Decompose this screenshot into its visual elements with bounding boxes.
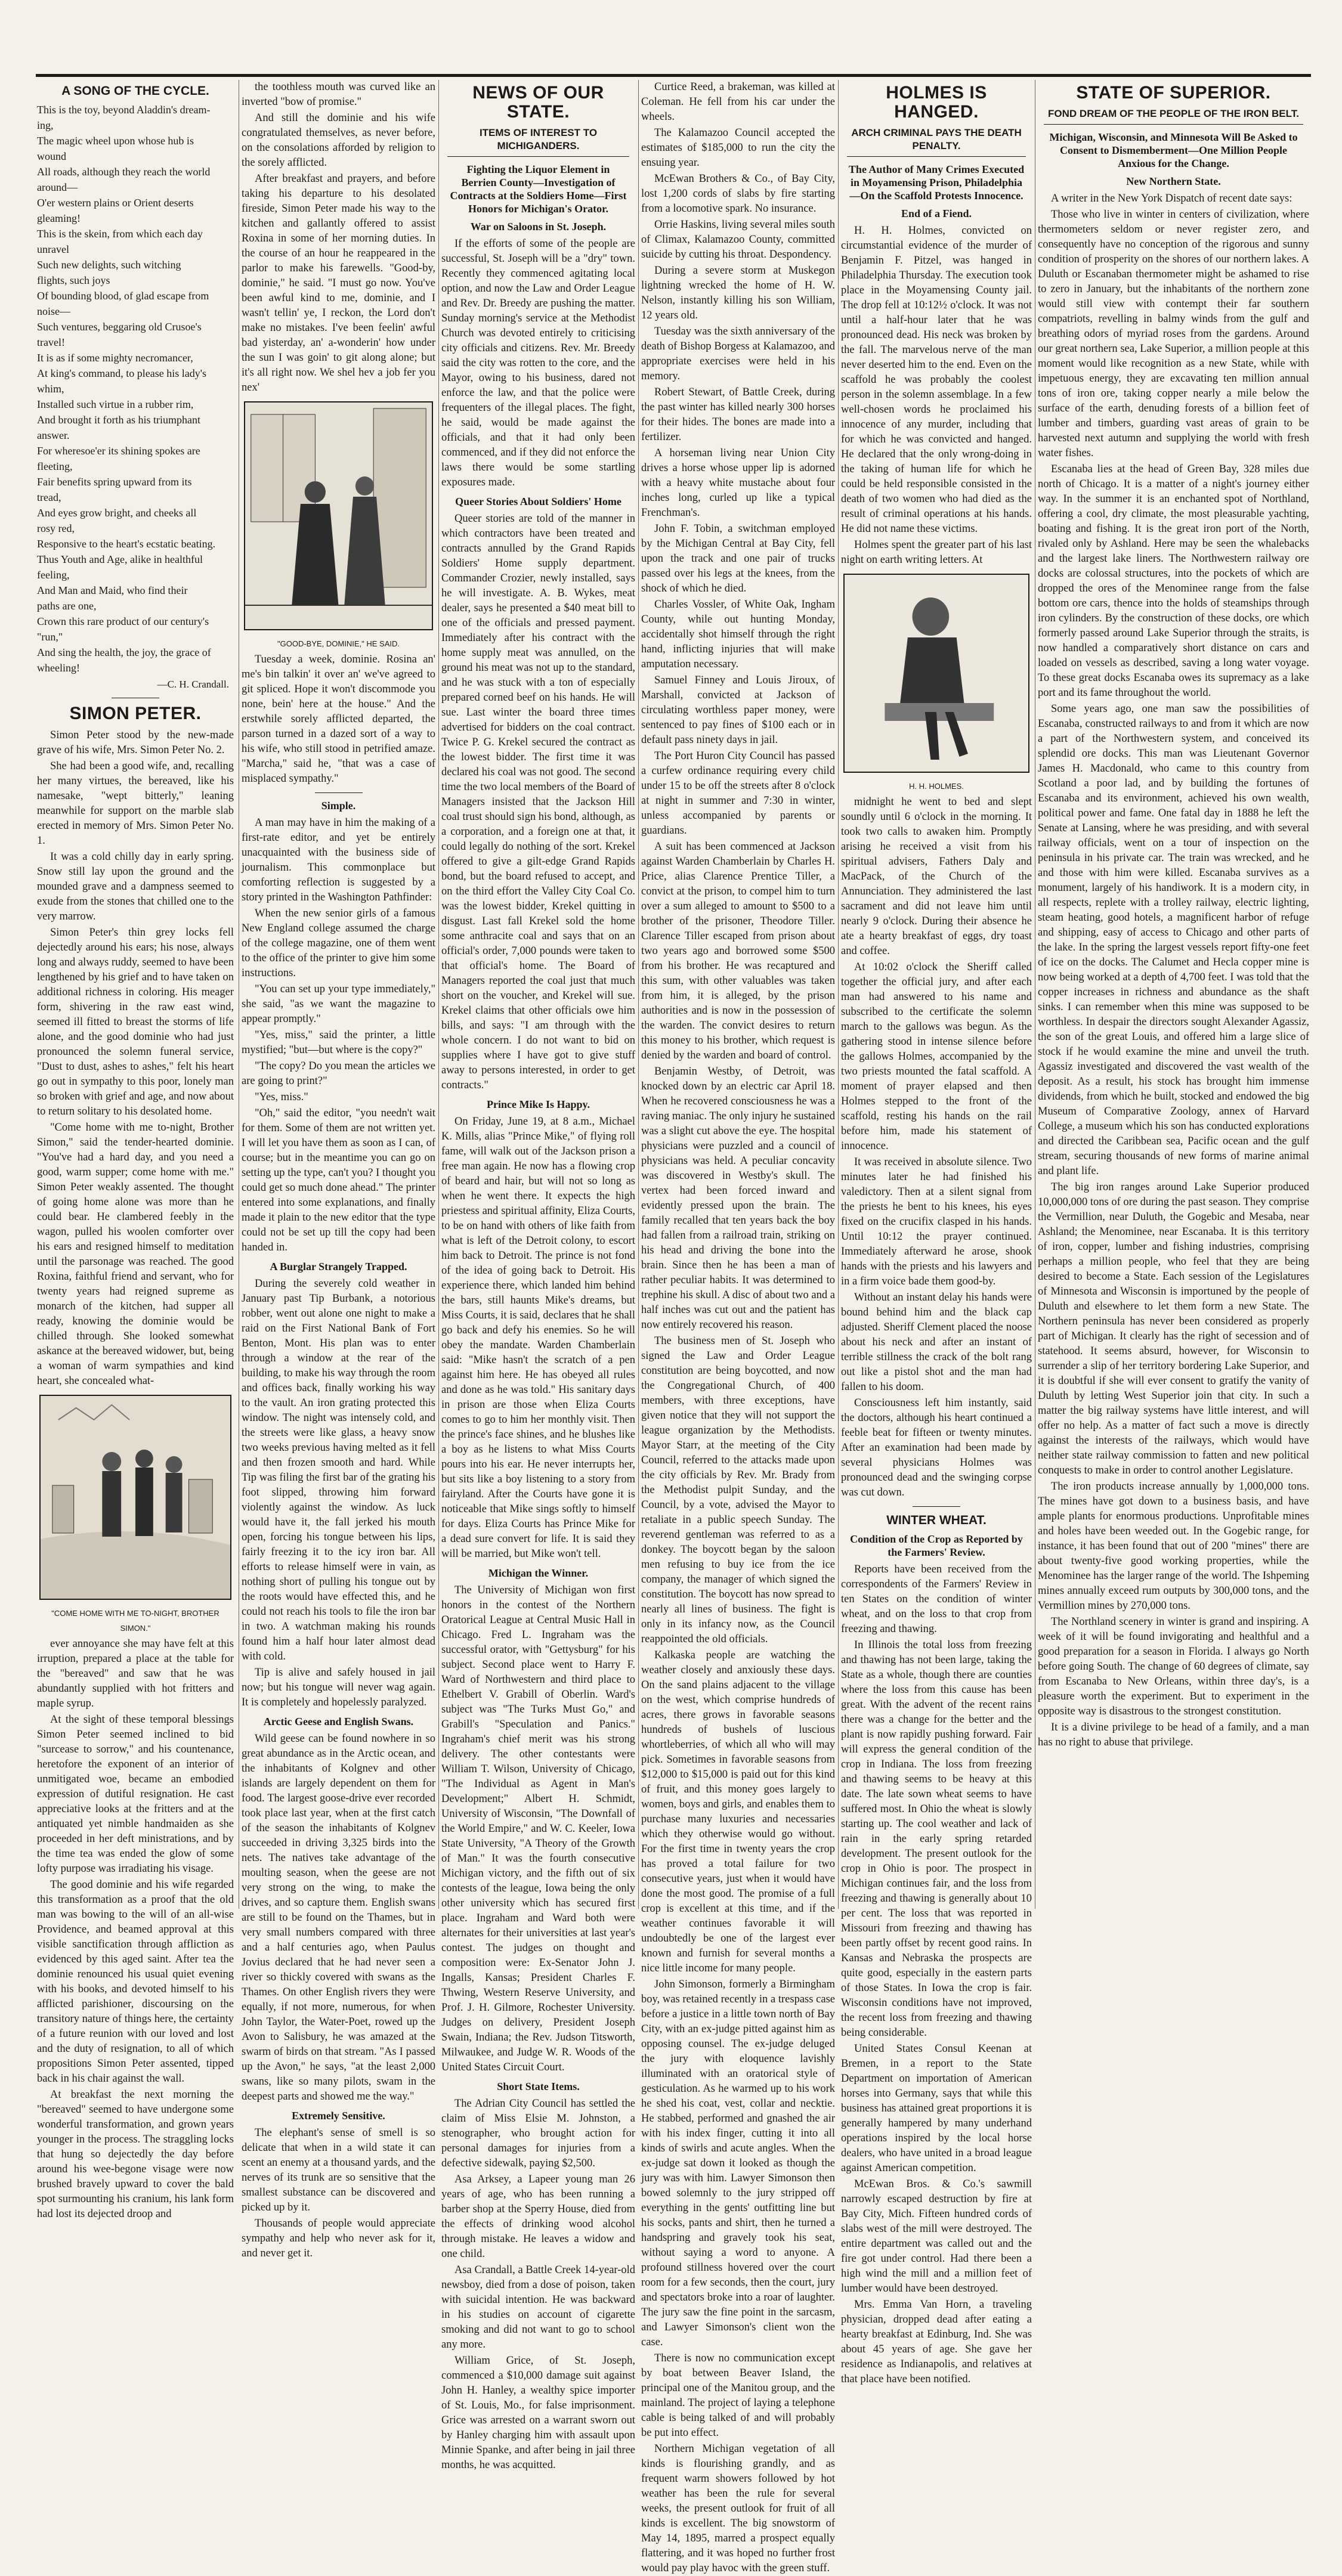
illustration-caption: "COME HOME WITH ME TO-NIGHT, BROTHER SIMON.": [51, 1609, 219, 1633]
paragraph: It was received in absolute silence. Two minutes later he had finished his valedictory. Then at a silent signal from the priests he bent to his knees, his eyes fixed on the crucifix clasped in his hands. Until 10:12 the prayer continued. Immediately afterward he arose, shook hands with the priests and his lawyers and in a firm voice bade them good-by.: [841, 1156, 1032, 1287]
poem-line: rosy red,: [37, 522, 75, 534]
paragraph: On Friday, June 19, at 8 a.m., Michael K. Mills, alias "Prince Mike," of flying roll fame, will walk out of the Jackson prison a free man again. He now has a flowing crop of beard and hair, but will not so long as when he went there. It expects the high priestess and spiritual affinity, Eliza Courts, to be on hand with others of like faith from what is left of the Detroit colony, to escort him back to Detroit. The prince is not fond of the idea of going back to Detroit. His experience there, which landed him behind the bars, still haunts Mike's dreams, but Miss Courts, it is said, declares that he shall go back and defy his enemies. So he will obey the mandate. Warden Chamberlain said: "Mike hasn't the scratch of a pen against him here. He has obeyed all rules and done as he was told." His sanitary days in prison are those when Eliza Courts comes to go to him her monthly visit. Then the prince's face shines, and he blushes like a boy as he listens to what Miss Courts pours into his ear. He never interrupts her, but sits like a boy listening to a story from fairyland. After the Courts have gone it is noticeable that Mike sings softly to himself for days. Eliza Courts has Prince Mike for a dead sure convert for life. It is said they will be married, but Mike won't tell.: [441, 1116, 635, 1560]
section-summary: Michigan, Wisconsin, and Minnesota Will Be Asked to Consent to Dismemberment—One Million People Anxious for the Change.: [1049, 131, 1298, 169]
poem-line: And brought it forth as his triumphant: [37, 414, 200, 426]
paragraph: The big iron ranges around Lake Superior produced 10,000,000 tons of ore during the past season. They comprise the Vermillion, near Duluth, the Gogebic and Mesaba, near Ashland; the Menominee, near Escanaba. It is this territory of iron, copper, lumber and fishing industries, comprising perhaps a million people, who feel that they are being desired to become a State. Each session of the Legislatures of Minnesota and Wisconsin is importuned by the people of Duluth and elsewhere to let them form a new State. The Northern peninsula has never been considered as properly part of Michigan. It clearly has the right of secession and of statehood. It seems absurd, however, for Wisconsin to surrender a slip of her territory bordering Lake Superior, and it is doubtful if she will ever consent to gratify the vanity of Duluth by letting West Superior join that city. In such a matter the big railway systems have little interest, and will offer no help. As a matter of fact such a move is directly against the interests of the railways, which would have neither state railway commission to fatten and new political conquests to make in order to control another Legislature.: [1038, 1181, 1309, 1476]
column-divider: [438, 80, 439, 1909]
paragraph: During the severely cold weather in January past Tip Burbank, a notorious robber, went out alone one night to make a raid on the First National Bank of Fort Benton, Mont. His plan was to enter through a window at the rear of the building, to make his way through the room and offices back, finally working his way to the vault. An iron grating protected this window. The night was intensely cold, and the streets were like glass, a heavy snow two weeks previous having melted as it fell and then frozen smooth and hard. While Tip was filing the first bar of the grating his foot slipped, throwing him forward violently against the window. As luck would have it, the fall jerked his mouth open, forcing his tongue between his lips, fairly freezing it to the icy iron bar. All efforts to release himself were in vain, as nothing short of pulling his tongue out by the roots would have effected this, and he could not reach his tools to file the iron bar in two. A watchman making his rounds found him a half hour later almost dead with cold.: [242, 1278, 435, 1662]
poem-line: Crown this rare product of our century's: [37, 615, 209, 627]
poem-line: And eyes grow bright, and cheeks all: [37, 507, 197, 519]
poem-line: For wheresoe'er its shining spokes are: [37, 445, 200, 457]
poem-line: Responsive to the heart's ecstatic beating.: [37, 538, 216, 550]
paragraph: "You can set up your type immediately," she said, "as we want the magazine to appear promptly.": [242, 983, 435, 1025]
article-holmes: [841, 224, 1032, 568]
paragraph: Robert Stewart, of Battle Creek, during the past winter has killed nearly 300 horses for their hides. The bones are made into a fertilizer.: [641, 386, 835, 443]
poem-line: O'er western plains or Orient deserts: [37, 197, 194, 209]
paragraph: H. H. Holmes, convicted on circumstantial evidence of the murder of Benjamin F. Pitzel, was hanged in Philadelphia Thursday. The execution took place in the Moyamensing County jail. The drop fell at 10:12½ o'clock. It was not until a half-hour later that he was pronounced dead. His neck was broken by the fall. The marvelous nerve of the man never deserted him to the end. Even on the scaffold he was probably the coolest person in the solemn assemblage. In a few well-chosen words he proclaimed his innocence of any murder, including that for which he was convicted and hanged. He declared that the only wrong-doing in the taking of human life for which he could be held responsible consisted in the death of two women who had died as the result of criminal operations at his hands. He did not name these victims.: [841, 225, 1032, 535]
paragraph: The Northland scenery in winter is grand and inspiring. A week of it will be found invigorating and healthful and a good preparation for a season in Florida. I always go North before going South. The change of 60 degrees of climate, say from Escanaba to New Orleans, within three day's, is a pleasure worth the experiment. But to experiment in the opposite way is disastrous to the strongest constitution.: [1038, 1616, 1309, 1717]
column-divider: [638, 80, 639, 1909]
article-burglar: [242, 1277, 435, 1710]
section-deck: ARCH CRIMINAL PAYS THE DEATH PENALTY.: [847, 126, 1026, 157]
paragraph: The Kalamazoo Council accepted the estimates of $185,000 to run the city the ensuing year.: [641, 127, 835, 169]
article-holmes-continued: [841, 795, 1032, 1500]
paragraph: Queer stories are told of the manner in which contractors have been treated and contracts annulled by the Grand Rapids Soldiers' Home supply department. Commander Crozier, newly installed, says he will investigate. A. B. Wykes, meat dealer, says he presented a $40 meat bill to one of the officials and pressed payment. Immediately after his contract with the home supply meat was annulled, on the ground his meat was not up to the standard, and he was stuck with a ton of especially prepared corned beef on his hands. He will sue. Last winter the board three times advertised for bidders on the coal contract. Twice P. G. Krekel secured the contract as the lowest bidder. The first time it was declared his coal was not good. The second time the two local members of the Board of Managers insisted that the Jackson Hill coal trust should sign his bond, although, as a corporation, and a foreign one at that, it could legally do nothing of the sort. Krekel offered to give a gilt-edge Grand Rapids bond, but the board refused to accept, and on the third effort the Valley City Coal Co. was the lowest bidder, Krekel quitting in disgust. Last fall Krekel sold the home some anthracite coal and says that on an official's order, 7,000 pounds were taken to that official's home. The Board of Managers reported the coal just that much short on the voucher, and Krekel will sue. Krekel claims that other officials owe him bills, and says: "I am through with the whole concern. I do not want to bid on supplies where I have got to give stuff away to persons interested, in order to get contracts.": [441, 513, 635, 1091]
paragraph: Tuesday was the sixth anniversary of the death of Bishop Borgess at Kalamazoo, and appropriate exercises were held in his memory.: [641, 326, 835, 382]
poem-line: answer.: [37, 429, 70, 441]
paragraph: A suit has been commenced at Jackson against Warden Chamberlain by Charles H. Price, alias Clarence Prentice Tiller, a convict at the prison, to compel him to turn over a sum alleged to amount to $500 to a brother of the prisoner, Theodore Tiller. Clarence Tiller escaped from prison about two years ago and borrowed some $500 from his brother. He was recaptured and this sum, with other valuables was taken from him, it is alleged, by the prison authorities and is now in the possession of the warden. The convict desires to return this money to his brother, which request is denied by the warden and board of control.: [641, 841, 835, 1061]
poem-line: Thus Youth and Age, alike in healthful: [37, 553, 203, 565]
paragraph: Asa Crandall, a Battle Creek 14-year-old newsboy, died from a dose of poison, taken with suicidal intention. He was backward in his studies on account of cigarette smoking and did not want to go to school any more.: [441, 2264, 635, 2351]
paragraph: The Port Huron City Council has passed a curfew ordinance requiring every child under 15 to be off the streets after 8 o'clock at night in summer and 7:30 in winter, unless accompanied by parents or guardians.: [641, 750, 835, 837]
poem-line: Such ventures, beggaring old Crusoe's: [37, 321, 202, 333]
paragraph: Escanaba lies at the head of Green Bay, 328 miles due north of Chicago. It is a matter of a night's journey either way. In the summer it is an enchanted spot of Northland, offering a cool, dry climate, the most pleasurable yachting, boating and fishing. It is the great iron port of the North, rivaled only by Ashland. Here may be seen the whalebacks and the largest lake liners. The Northwestern railway ore docks are colossal structures, into the pockets of which are dropped the ores of the Menominee range from the false bottom ore cars, thence into the holds of steamships through iron cylinders. By the construction of these docks, ore which formerly passed around Lake Superior through the straits, is now handled a comparatively short distance on cars and loaded on vessels as described, saving a long water voyage. To these great docks Escanaba owes its supremacy as a lake port and its fame throughout the world.: [1038, 463, 1309, 699]
paragraph: "Oh," said the editor, "you needn't wait for them. Some of them are not written yet. I will let you have them as soon as I can, of course; but in the meantime you can go on setting up the type, can't you? I thought you could get so much done ahead." The printer entered into some explanations, and finally made it plain to the new editor that the type could not be set up till the copy had been handed in.: [242, 1107, 435, 1253]
paragraph: ever annoyance she may have felt at this irruption, prepared a place at the table for the "bereaved" and saw that he was abundantly supplied with hot fritters and maple syrup.: [37, 1638, 234, 1710]
paragraph: There is now no communication except by boat between Beaver Island, the principal one of the Manitou group, and the mainland. The project of laying a telephone cable is being talked of and will probably be put into effect.: [641, 2352, 835, 2439]
heading-winner: Michigan the Winner.: [488, 1567, 589, 1579]
poem-line: Fair benefits spring upward from its: [37, 476, 192, 488]
paragraph: The good dominie and his wife regarded this transformation as a proof that the old man was bowing to the will of an all-wise Providence, and beamed approval at this visible sanctification through affliction as evidenced by this aged saint. After tea the dominie renounced his usual quiet evening with his books, and devoted himself to his afflicted parishioner, discoursing on the transitory nature of things here, the certainty of a future reunion with our loved and lost and the duty of resignation, to all of which propositions Simon Peter assented, tipped back in his chair against the wall.: [37, 1879, 234, 2085]
poem-line: Installed such virtue in a rubber rim,: [37, 398, 194, 410]
paragraph: The iron products increase annually by 1,000,000 tons. The mines have got down to a business basis, and have ample plants for enormous productions. Unprofitable mines and holes have been weeded out. In the Gogebic range, for instance, it has been found that out of 200 "mines" there are about twenty-five good working properties, while the Menominee has the larger range of the world. The Ishpeming mines annually exceed rum outputs by 300,000 tons, and the Vermillion mines by 270,000 tons.: [1038, 1481, 1309, 1612]
column-6: [1038, 80, 1309, 1909]
paragraph: Consciousness left him instantly, said the doctors, although his heart continued a feeble beat for fifteen or twenty minutes. After an examination had been made by several physicians Holmes was pronounced dead and the swinging corpse was cut down.: [841, 1397, 1032, 1498]
paragraph: Those who live in winter in centers of civilization, where thermometers seldom or never register zero, and consequently have no conception of the rigorous and sunny condition of prosperity on the shores of our northern lakes. A Duluth or Escanaban thermometer might be ashamed to rise to zero in January, but the inhabitants of the northern zone would still view with contempt their far southern compatriots, revelling in balmy winds from the gulf and breathing odors of myriad roses from the gardens. Around our great northern sea, Lake Superior, a million people at this moment would like recognition as a new State, while with impetuous energy, they are excavating ten million annual tons of iron ore, taking copper nearly a mile below the surface of the earth, denuding forests of a billion feet of lumber and timbers, guarding vast areas of grain to be harvested next autumn and supplying the world with fresh water fishes.: [1038, 209, 1309, 459]
paragraph: Simon Peter's thin grey locks fell dejectedly around his ears; his nose, always long and always ruddy, seemed to have been lengthened by his grief and to have taken on additional richness in coloring. His meager form, shivering in the raw east wind, seemed ill fitted to breast the storms of life alone, and the good dominie who had just pronounced the solemn funeral service, "Dust to dust, ashes to ashes," felt his heart go out in sympathy to this poor, lonely man so broken with grief and age, and now about to return solitary to his desolated home.: [37, 927, 234, 1117]
paragraph: At breakfast the next morning the "bereaved" seemed to have undergone some wonderful transformation, and grown years younger in the process. The straggling locks that hung so dejectedly the day before around his wee-begone visage were now brushed bravely upward to cover the bald spot surmounting his cranium, his lank form had lost its dejected droop and: [37, 2089, 234, 2220]
story-conclusion: [242, 652, 435, 787]
heading-wheat: WINTER WHEAT.: [886, 1513, 987, 1527]
poem-line: The magic wheel upon whose hub is: [37, 135, 194, 147]
paragraph: Thousands of people would appreciate sympathy and help who never ask for it, and never get it.: [242, 2218, 435, 2259]
paragraph: Without an instant delay his hands were bound behind him and the black cap adjusted. Sheriff Clement placed the noose about his neck and after an instant of terrible stillness the crack of the bolt rang out like a pistol shot and the man had fallen to his doom.: [841, 1292, 1032, 1393]
column-1: [37, 80, 234, 2220]
paragraph: midnight he went to bed and slept soundly until 6 o'clock in the morning. It took two calls to awaken him. Promptly arising he received a visit from his spiritual advisers, Fathers Daly and MacPack, of the Church of the Annunciation. They administered the last sacrament and did not leave him until nearly 9 o'clock. During their absence he ate a hearty breakfast of eggs, dry toast and coffee.: [841, 796, 1032, 957]
article-superior: [1038, 191, 1309, 1750]
poem-line: noise—: [37, 305, 70, 317]
column-divider: [838, 80, 839, 1909]
separator: [315, 792, 363, 793]
story-continued: [242, 80, 435, 395]
paragraph: Mrs. Emma Van Horn, a traveling physician, dropped dead after eating a hearty breakfast at Edinburg, Ind. She was about 45 years of age. She gave her residence as Indianapolis, and relatives at that place have been notified.: [841, 2299, 1032, 2385]
paragraph: "The copy? Do you mean the articles we are going to print?": [242, 1060, 435, 1087]
poem-line: wound: [37, 150, 66, 162]
article-winner: [441, 1583, 635, 2075]
story-title: SIMON PETER.: [69, 704, 202, 723]
article-saloons: [441, 237, 635, 490]
paragraph: William Grice, of St. Joseph, commenced a $10,000 damage suit against John H. Hanley, a wealthy spice importer of St. Louis, Mo., for false imprisonment. Grice was arrested on a warrant sworn out by Hanley charging him with assault upon Minnie Spanke, and after being in jail three months, he was acquitted.: [441, 2355, 635, 2471]
poem: [37, 103, 234, 674]
article-sensitive: [242, 2126, 435, 2261]
section-title: NEWS OF OUR STATE.: [472, 83, 604, 122]
poem-line: All roads, although they reach the world: [37, 166, 211, 178]
poem-line: feeling,: [37, 569, 70, 581]
poem-line: At king's command, to please his lady's: [37, 367, 206, 379]
section-deck: FOND DREAM OF THE PEOPLE OF THE IRON BELT.: [1044, 107, 1303, 125]
heading-fiend: End of a Fiend.: [901, 208, 972, 219]
poem-line: gleaming!: [37, 212, 81, 224]
article-simple: [242, 816, 435, 1255]
paragraph: Tip is alive and safely housed in jail now; but his tongue will never wag again. It is completely and hopelessly paralyzed.: [242, 1667, 435, 1708]
paragraph: Asa Arksey, a Lapeer young man 26 years of age, who has been running a barber shop at the Sperry House, died from the effects of drinking wood alcohol through mistake. He leaves a widow and one child.: [441, 2174, 635, 2260]
heading-mike: Prince Mike Is Happy.: [486, 1098, 590, 1110]
poem-line: fleeting,: [37, 460, 73, 472]
poem-line: This is the toy, beyond Aladdin's dream-: [37, 104, 211, 116]
paragraph: Curtice Reed, a brakeman, was killed at Coleman. He fell from his car under the wheels.: [641, 81, 835, 123]
portrait-caption: H. H. HOLMES.: [909, 782, 964, 791]
heading-soldiers: Queer Stories About Soldiers' Home: [455, 496, 621, 507]
separator: [913, 1506, 960, 1507]
section-summary: The Author of Many Crimes Executed in Moyamensing Prison, Philadelphia—On the Scaffold Protests Innocence.: [848, 163, 1025, 202]
paragraph: Holmes spent the greater part of his last night on earth writing letters. At: [841, 539, 1032, 566]
heading-new-state: New Northern State.: [1126, 175, 1221, 187]
paragraph: Wild geese can be found nowhere in so great abundance as in the Arctic ocean, and the inhabitants of Kolgnev and other islands are largely dependent on them for food. The largest goose-drive ever recorded took place last year, when at the first catch of the season the inhabitants of Kolgnev succeeded in driving 3,325 birds into the nets. The natives take advantage of the moulting season, when the geese are not very strong on the wing, to make the drives, and so capture them. English swans are still to be found on the Thames, but in very small numbers compared with three and a half centuries ago, when Paulus Jovius declared that he had never seen a river so thickly covered with swans as the Thames. On other English rivers they were equally, if not more, numerous, for when John Taylor, the Water-Poet, rowed up the Avon to Salisbury, he was amazed at the swarm of birds on that stream. "As I passed up the Avon," he says, "at the least 2,000 swans, like so many pilots, swam in the deepest parts and showed me the way.": [242, 1733, 435, 2103]
paragraph: It is a divine privilege to be head of a family, and a man has no right to abuse that privilege.: [1038, 1722, 1309, 1748]
paragraph: Northern Michigan vegetation of all kinds is flourishing grandly, and as frequent warm showers followed by hot weather has been the rule for several weeks, the present outlook for fruit of all kinds is excellent. The big snowstorm of May 14, 1895, marred a prospect equally flattering, and it was hoped no further frost would pay play havoc with the green stuff.: [641, 2443, 835, 2574]
paragraph: Benjamin Westby, of Detroit, was knocked down by an electric car April 18. When he recovered consciousness he was a raving maniac. The only injury he sustained was a slight cut above the eye. The hospital physicians were puzzled and a council of physicians was held. A peculiar concavity was discovered in Westby's skull. The vertex had been forced inward and evidently pressed upon the brain. The family recalled that ten years back the boy had fallen from a railroad train, striking on his head and driving the bone into the brain. Since then he has been a man of rather peculiar habits. It was determined to trephine his skull. A disc of about two and a half inches was cut out and the patient has now entirely recovered his reason.: [641, 1066, 835, 1331]
poem-line: whim,: [37, 383, 64, 395]
paragraph: After breakfast and prayers, and before taking his departure to his desolated fireside, Simon Peter made his way to the kitchen and gallantly offered to assist Roxina in some of her morning duties. In the course of an hour he reappeared in the parlor to make his farewells. "Good-by, dominie," he said. "I must go now. You've been awful kind to me, dominie, and I wasn't tellin' ye, I reckon, the Lord don't make no mistakes. I've been feelin' awful bad yisterday, an' a-wonderin' how under the sun I was goin' to git along alone; but it's all right now. We shel hev a job fer you nex': [242, 173, 435, 394]
paragraph: Kalkaska people are watching the weather closely and anxiously these days. On the sand plains adjacent to the village on the west, which comprise hundreds of acres, there grows in favorable seasons hundreds of bushels of luscious whortleberries, of which all who will may pick. Sometimes in favorable seasons from $12,000 to $15,000 is paid out for this kind of fruit, and this money goes largely to women, boys and girls, and enables them to purchase many luxuries and necessaries which they otherwise would go without. For the first time in twenty years the crop has proved a total failure for two consecutive years, just when it would have done the most good. The promise of a full crop is excellent at this time, and if the weather continues favorable it will undoubtedly be one of the largest ever known and furnish for several months a nice little income for many people.: [641, 1649, 835, 1974]
column-2: [242, 80, 435, 2259]
article-wheat: [841, 1562, 1032, 2387]
illustration-parlor: [244, 401, 433, 630]
paragraph: United States Consul Keenan at Bremen, in a report to the State Department on importation of American horses into Germany, says that while this business has attained great proportions it is generally hampered by many underhand operations inspired by the local horse dealers, who have united in a broad league against American competition.: [841, 2043, 1032, 2174]
paragraph: Tuesday a week, dominie. Rosina an' me's bin talkin' it over an' we've agreed to git spliced. Hope it won't discommode you none, bein' here at the house." And the erstwhile sorely afflicted departed, the parson turned in a dazed sort of a way to his wife, who still stood in petrified amaze. "Marcha," said he, "that was a case of misplaced sympathy.": [242, 654, 435, 785]
paragraph: Simon Peter stood by the new-made grave of his wife, Mrs. Simon Peter No. 2.: [37, 729, 234, 756]
poem-line: paths are one,: [37, 600, 97, 612]
paragraph: It was a cold chilly day in early spring. Snow still lay upon the ground and the mounded grave and a dampness seemed to exude from the stones that chilled one to the very marrow.: [37, 851, 234, 922]
paragraph: The University of Michigan won first honors in the contest of the Northern Oratorical League at Central Music Hall in Chicago. Fred L. Ingraham was the successful orator, with "Gettysburg" for his subject. Second place went to Harry F. Ward of Northwestern and third place to Ethelbert V. Grabill of Oberlin. Ward's subject was "The Turks Must Go," and Grabill's "Speculation and Panics." Ingraham's chief merit was his strong delivery. The other contestants were William T. Wilson, University of Chicago, "The Individual as Agent in Man's Development;" Albert H. Schmidt, University of Wisconsin, "The Downfall of the World Empire," and W. C. Keeler, Iowa State University, "A Theory of the Growth of Man." It was the fourth consecutive Michigan victory, and the fifth out of six contests of the league, Iowa being the only other university which has secured first place. Ingraham and Ward both were alternates for their universities at last year's contest. The judges on thought and composition were: Ex-Senator John J. Ingalls, Kansas; President Charles F. Thwing, Western Reserve University, and Prof. J. H. Gilmore, Rochester University. Judges on delivery, President Joseph Swain, Indiana; the Rev. Judson Titsworth, Milwaukee, and Judge W. R. Woods of the United States Circuit Court.: [441, 1584, 635, 2073]
poem-line: unravel: [37, 243, 69, 255]
poem-line: And sing the health, the joy, the grace of: [37, 646, 211, 658]
paragraph: A writer in the New York Dispatch of recent date says:: [1051, 193, 1292, 205]
column-4: [641, 80, 835, 2574]
paragraph: Reports have been received from the correspondents of the Farmers' Review in ten States on the condition of winter wheat, and on the loss to that crop from freezing and thawing.: [841, 1563, 1032, 1635]
heading-short-items: Short State Items.: [497, 2080, 580, 2092]
paragraph: When the new senior girls of a famous New England college assumed the charge of the college magazine, one of them went to the office of the printer to give him some instructions.: [242, 908, 435, 979]
paragraph: McEwan Bros. & Co.'s sawmill narrowly escaped destruction by fire at Bay City, Mich. Fifteen hundred cords of slabs west of the mill were destroyed. The entire department was called out and the fire got under control. Had there been a high wind the mill and a million feet of lumber would have been destroyed.: [841, 2178, 1032, 2295]
paragraph: McEwan Brothers & Co., of Bay City, lost 1,200 cords of slabs by fire starting from a locomotive spark. No insurance.: [641, 173, 835, 215]
paragraph: Orrie Haskins, living several miles south of Climax, Kalamazoo County, committed suicide by cutting his throat. Despondency.: [641, 219, 835, 261]
paragraph: At 10:02 o'clock the Sheriff called together the official jury, and after each man had answered to his name and subscribed to the certificate the solemn march to the gallows was begun. As the gathering stood in intense silence before the gallows Holmes, accompanied by the two priests mounted the fatal scaffold. A moment of prayer elapsed and then Holmes stepped to the front of the scaffold, resting his hands on the rail before him, made his statement of innocence.: [841, 961, 1032, 1152]
paragraph: Some years ago, one man saw the possibilities of Escanaba, constructed railways to and from it which are now a part of the Northwestern system, and conceived its splendid ore docks. This man was Lieutenant Governor James H. Macdonald, who came to this country from Scotland a poor lad, and by building the fortunes of Escanaba and its environment, achieved his own wealth, political power and fame. One fatal day in 1888 he left the Senate at Lansing, where he was presiding, and with several railway officials, went on a tour of inspection on the peninsula in his private car. The train was wrecked, and he and those with him were killed. Escanaba survives as a monument, largely of his handiwork. It is a modern city, in all respects, replete with a trolley railway, electric lighting, steam heating, good hotels, a magnificent harbor of refuge and shipping, easy of access to Chicago and other parts of the lake. In the spring the largest vessels report fifty-one feet of ice on the docks. The Calumet and Hecla copper mine is now being worked at a depth of 4,700 feet. I was told that the copper increases in richness and abundance as the shaft sinks. I can remember when this mine was supposed to be worthless. In despair the directors sought Alexander Agassiz, the son of the great Louis, and offered him a large slice of stock if he would examine the mine and unveil the truth. Agassiz investigated and discovered the vast wealth of the deposit. As a result, his stock has brought him immense dividends, from which he built, stocked and endowed the big Museum of Comparative Zoology, annex of Harvard College, a museum which his son has conducted explorations and directed the Caribbean sea, Pacific ocean and the gulf stream, securing thousands of new forms of marine animal and plant life.: [1038, 703, 1309, 1177]
paragraph: In Illinois the total loss from freezing and thawing has not been large, taking the State as a whole, though there are counties where the loss from this cause has been great. With the advent of the recent rains there was a change for the better and the plant is now rapidly pushing forward. Fair will express the general condition of the crop in Indiana. The loss from freezing and thawing seems to be heavy at this date. The late sown wheat seems to have suffered most. In Ohio the wheat is slowly starting up. The cool weather and lack of rain in the early spring retarded development. The present outlook for the crop in Ohio is poor. The prospect in Michigan continues fair, and the loss from freezing and thawing is generally about 10 per cent. The loss that was reported in Missouri from freezing and thawing has been partly offset by recent good rains. In Kansas and Nebraska the prospects are quite good, especially in the eastern parts of those States. In Iowa the crop is fair. Wisconsin conditions have not improved, the recent loss from freezing and thawing being considerable.: [841, 1639, 1032, 2039]
poem-line: It is as if some mighty necromancer,: [37, 352, 193, 364]
poem-line: around—: [37, 181, 78, 193]
illustration-caption: "GOOD-BYE, DOMINIE," HE SAID.: [277, 639, 400, 648]
poem-line: wheeling!: [37, 662, 80, 674]
heading-simple: Simple.: [321, 800, 356, 812]
article-short-items: [441, 2097, 635, 2473]
poem-line: Of bounding blood, of glad escape from: [37, 290, 209, 302]
paragraph: John F. Tobin, a switchman employed by the Michigan Central at Bay City, fell upon the track and one pair of trucks passed over his legs at the knees, from the shock of which he died.: [641, 523, 835, 595]
paragraph: "Yes, miss.": [255, 1091, 308, 1103]
state-items: [641, 80, 835, 2576]
article-mike: [441, 1114, 635, 1562]
paragraph: A man may have in him the making of a first-rate editor, and yet be entirely unacquainted with the business side of journalism. This commonplace but comforting reflection is suggested by a story printed in the Washington Pathfinder:: [242, 817, 435, 903]
heading-sensitive: Extremely Sensitive.: [292, 2110, 385, 2122]
article-soldiers: [441, 512, 635, 1093]
section-deck: ITEMS OF INTEREST TO MICHIGANDERS.: [447, 126, 629, 157]
top-rule: [36, 74, 1311, 77]
poem-line: This is the skein, from which each day: [37, 228, 203, 240]
paragraph: "Come home with me to-night, Brother Simon," said the tender-hearted dominie. "You've had a hard day, and you need a good, warm supper; come home with me." Simon Peter weakly assented. The thought of going home alone was more than he could bear. He clambered feebly in the wagon, pulled his woolen comforter over his ears and resigned himself to meditation until the parsonage was reached. The good Roxina, faithful friend and servant, who for twenty years had reigned supreme as monarch of the kitchen, had supper all ready, knowing the dominie would be chilled through. She looked somewhat askance at the bereaved widower, but, being a woman of warm sympathies and kind heart, she concealed what-: [37, 1122, 234, 1387]
story-body-continued: [37, 1637, 234, 2222]
paragraph: John Simonson, formerly a Birmingham boy, was retained recently in a trespass case before a justice in a little town north of Bay City, with an ex-judge pitted against him as opposing counsel. The ex-judge deluged the jury with eloquence lavishly illuminated with an oratorical style of gesticulation. As he warmed up to his work he shed his coat, vest, collar and necktie. He stabbed, performed and gnashed the air with his index finger, cutting it into all kinds of swirls and acute angles. When the ex-judge sat down it looked as though the jury was with him. Lawyer Simonson then bowed solemnly to the jury stripped off everything in the gents' outfitting line but his socks, pants and shirt, then he turned a handspring and gravely took his seat, without saying a word to anyone. A profound stillness hovered over the court room for a few seconds, then the court, jury and spectators broke into a roar of laughter. The jury saw the fine point in the sarcasm, and Lawyer Simonson's client won the case.: [641, 1979, 835, 2348]
poem-line: And Man and Maid, who find their: [37, 584, 188, 596]
poem-title: A SONG OF THE CYCLE.: [61, 84, 209, 98]
column-3: [441, 80, 635, 2471]
paragraph: The business men of St. Joseph who signed the Law and Order League constitution are being boycotted, and now the Congregational Church, of 400 members, with three exceptions, have given notice that they will not support the league organization by the Methodists. Mayor Starr, at the meeting of the City Council, referred to the attacks made upon the city officials by Rev. Mr. Brady from the Methodist pulpit Sunday, and the Council, by a vote, advised the Mayor to retaliate in a public speech Sunday. The reverend gentleman was referred to as a donkey. The boycott began by the saloon men refusing to buy ice from the ice company, the manager of which signed the constitution. The boycott has now spread to nearly all lines of business. The fight is only in its infancy now, as the Council reappointed the old officials.: [641, 1335, 835, 1645]
paragraph: And still the dominie and his wife congratulated themselves, as never before, on the consolations afforded by religion to the sorely afflicted.: [242, 112, 435, 169]
paragraph: If the efforts of some of the people are successful, St. Joseph will be a "dry" town. Recently they commenced agitating local option, and now the Law and Order League and Rev. Dr. Breedy are pushing the matter. Sunday morning's service at the Methodist Church was devoted entirely to criticising city officials and citizens. Rev. Mr. Breedy said the city was rotten to the core, and the Mayor, owing to his business, dared not enforce the law, and that the police were frequenters of the illegal places. The fight, he said, would be made against the officials, and that it had only been commenced, and if they did not enforce the laws there would be some startling exposures made.: [441, 238, 635, 488]
paragraph: She had been a good wife, and, recalling her many virtues, the bereaved, like his namesake, "wept bitterly," leaning meanwhile for support on the marble slab erected in memory of Mrs. Simon Peter No. 1.: [37, 760, 234, 847]
poem-author: —C. H. Crandall.: [157, 679, 229, 690]
poem-line: ing,: [37, 119, 54, 131]
poem-line: tread,: [37, 491, 61, 503]
paragraph: Charles Vossler, of White Oak, Ingham County, while out hunting Monday, accidentally shot himself through the right hand, inflicting injuries that will make amputation necessary.: [641, 599, 835, 670]
subheading-wheat: Condition of the Crop as Reported by the Farmers' Review.: [850, 1533, 1023, 1558]
section-title: HOLMES IS HANGED.: [886, 83, 987, 122]
poem-line: "run,": [37, 631, 63, 643]
article-geese: [242, 1732, 435, 2104]
illustration-graveyard: [39, 1395, 231, 1600]
section-summary: Fighting the Liquor Element in Berrien County—Investigation of Contracts at the Soldiers Home—First Honors for Michigan's Orator.: [450, 163, 627, 215]
heading-burglar: A Burglar Strangely Trapped.: [270, 1261, 407, 1272]
paragraph: the toothless mouth was curved like an inverted "bow of promise.": [242, 81, 435, 108]
paragraph: The Adrian City Council has settled the claim of Miss Elsie M. Johnston, a stenographer, who brought action for personal damages for injuries from a defective sidewalk, paying $2,500.: [441, 2098, 635, 2169]
heading-geese: Arctic Geese and English Swans.: [263, 1716, 414, 1727]
paragraph: A horseman living near Union City drives a horse whose upper lip is adorned with a heavy white mustache about four inches long, curled up like a typical Frenchman's.: [641, 447, 835, 519]
paragraph: During a severe storm at Muskegon lightning wrecked the home of H. W. Nelson, instantly killing his son William, 12 years old.: [641, 265, 835, 321]
poem-line: Such new delights, such witching: [37, 259, 181, 271]
column-5: [841, 80, 1032, 2385]
paragraph: At the sight of these temporal blessings Simon Peter seemed inclined to bid "surcease to sorrow," and his countenance, heretofore the exponent of an interior of unmitigated woe, became an embodied expression of dutiful resignation. He cast appreciative looks at the fritters and at the antiquated yet nimble handmaiden as she proceeded in her deft ministrations, and by the time tea was ended the glow of some lofty purpose was irradiating his visage.: [37, 1714, 234, 1875]
paragraph: The elephant's sense of smell is so delicate that when in a wild state it can scent an enemy at a thousand yards, and the nerves of its trunk are so sensitive that the smallest substance can be discovered and picked up by it.: [242, 2127, 435, 2213]
heading-saloons: War on Saloons in St. Joseph.: [470, 221, 607, 233]
story-body: [37, 728, 234, 1389]
poem-line: flights, such joys: [37, 274, 110, 286]
paragraph: "Yes, miss," said the printer, a little mystified; "but—but where is the copy?": [242, 1029, 435, 1056]
paragraph: Samuel Finney and Louis Jiroux, of Marshall, convicted at Jackson of circulating worthless paper money, were sentenced to pay fines of $100 each or in default pass ninety days in jail.: [641, 674, 835, 746]
section-title: STATE OF SUPERIOR.: [1076, 83, 1271, 103]
illustration-portrait: [843, 574, 1029, 773]
poem-line: travel!: [37, 336, 65, 348]
